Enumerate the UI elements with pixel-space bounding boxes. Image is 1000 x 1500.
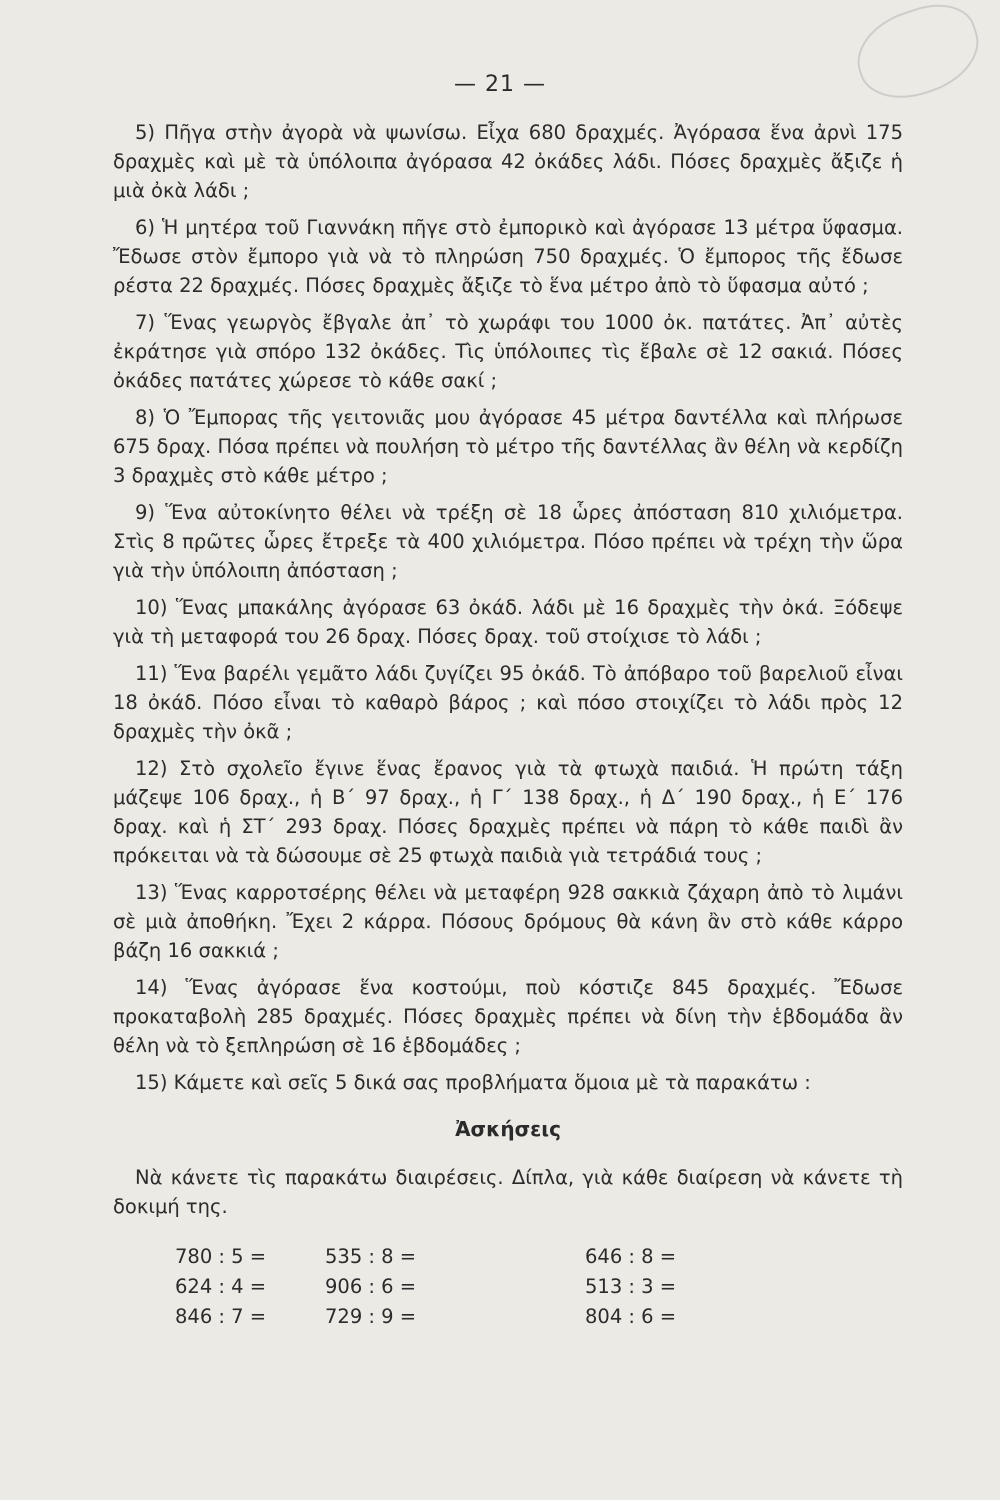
- exercises-instruction: Νὰ κάνετε τὶς παρακάτω διαιρέσεις. Δίπλα, γιὰ κάθε διαίρεση νὰ κάνετε τὴ δοκιμή της.: [113, 1166, 903, 1218]
- problem-11: 11) Ἕνα βαρέλι γεμᾶτο λάδι ζυγίζει 95 ὀκάδ. Τὸ ἀπόβαρο τοῦ βαρελιοῦ εἶναι 18 ὀκάδ. Πόσο εἶναι τὸ καθαρὸ βάρος ; καὶ πόσο στοιχίζει τὸ λάδι πρὸς 12 δραχμὲς τὴν ὀκᾶ ;: [113, 662, 903, 743]
- division-item: 780 : 5 =: [175, 1245, 267, 1268]
- problem-8: 8) Ὁ Ἔμπορας τῆς γειτονιᾶς μου ἀγόρασε 45 μέτρα δαντέλλα καὶ πλήρωσε 675 δραχ. Πόσα πρέπει νὰ πουλήση τὸ μέτρο τῆς δαντέλλας ἂν θέλη νὰ κερδίζη 3 δραχμὲς στὸ κάθε μέτρο ;: [113, 406, 903, 487]
- division-item: 535 : 8 =: [325, 1245, 417, 1268]
- problem-14: 14) Ἕνας ἀγόρασε ἕνα κοστούμι, ποὺ κόστιζε 845 δραχμές. Ἔδωσε προκαταβολὴ 285 δραχμές. Πόσες δραχμὲς πρέπει νὰ δίνη τὴν ἑβδομάδα ἂν θέλη νὰ τὸ ξεπληρώση σὲ 16 ἑβδομάδες ;: [113, 976, 903, 1057]
- problem-6: 6) Ἡ μητέρα τοῦ Γιαννάκη πῆγε στὸ ἐμπορικὸ καὶ ἀγόρασε 13 μέτρα ὕφασμα. Ἔδωσε στὸν ἔμπορο γιὰ νὰ τὸ πληρώση 750 δραχμές. Ὁ ἔμπορος τῆς ἔδωσε ρέστα 22 δραχμές. Πόσες δραχμὲς ἄξιζε τὸ ἕνα μέτρο ἀπὸ τὸ ὕφασμα αὐτό ;: [113, 216, 903, 297]
- division-item: 846 : 7 =: [175, 1305, 267, 1328]
- page-content: [113, 118, 903, 1331]
- problem-15: 15) Κάμετε καὶ σεῖς 5 δικά σας προβλήματα ὅμοια μὲ τὰ παρακάτω :: [135, 1071, 811, 1094]
- problem-13: 13) Ἕνας καρροτσέρης θέλει νὰ μεταφέρη 928 σακκιὰ ζάχαρη ἀπὸ τὸ λιμάνι σὲ μιὰ ἀποθήκη. Ἔχει 2 κάρρα. Πόσους δρόμους θὰ κάνη ἂν στὸ κάθε κάρρο βάζη 16 σακκιά ;: [113, 881, 903, 962]
- division-exercises-grid: [113, 1243, 903, 1331]
- division-item: 624 : 4 =: [175, 1275, 267, 1298]
- problem-5: 5) Πῆγα στὴν ἀγορὰ νὰ ψωνίσω. Εἶχα 680 δραχμές. Ἀγόρασα ἕνα ἀρνὶ 175 δραχμὲς καὶ μὲ τὰ ὑπόλοιπα ἀγόρασα 42 ὀκάδες λάδι. Πόσες δραχμὲς ἄξιζε ἡ μιὰ ὀκὰ λάδι ;: [113, 121, 903, 202]
- division-item: 729 : 9 =: [325, 1305, 417, 1328]
- page-number: — 21 —: [454, 72, 546, 97]
- exercises-heading: Ἀσκήσεις: [455, 1117, 561, 1141]
- problem-12: 12) Στὸ σχολεῖο ἔγινε ἕνας ἔρανος γιὰ τὰ φτωχὰ παιδιά. Ἡ πρώτη τάξη μάζεψε 106 δραχ., ἡ Β΄ 97 δραχ., ἡ Γ΄ 138 δραχ., ἡ Δ΄ 190 δραχ., ἡ Ε΄ 176 δραχ. καὶ ἡ ΣΤ΄ 293 δραχ. Πόσες δραχμὲς πρέπει νὰ πάρη τὸ κάθε παιδὶ ἂν πρόκειται νὰ τὰ δώσουμε σὲ 25 φτωχὰ παιδιὰ γιὰ τετράδιά τους ;: [113, 757, 903, 867]
- problem-7: 7) Ἕνας γεωργὸς ἔβγαλε ἀπ᾽ τὸ χωράφι του 1000 ὀκ. πατάτες. Ἀπ᾽ αὐτὲς ἐκράτησε γιὰ σπόρο 132 ὀκάδες. Τὶς ὑπόλοιπες τὶς ἔβαλε σὲ 12 σακιά. Πόσες ὀκάδες πατάτες χώρεσε τὸ κάθε σακί ;: [113, 311, 903, 392]
- division-item: 804 : 6 =: [585, 1305, 677, 1328]
- division-item: 906 : 6 =: [325, 1275, 417, 1298]
- division-item: 646 : 8 =: [585, 1245, 677, 1268]
- problem-10: 10) Ἕνας μπακάλης ἀγόρασε 63 ὀκάδ. λάδι μὲ 16 δραχμὲς τὴν ὀκά. Ξόδεψε γιὰ τὴ μεταφορά του 26 δραχ. Πόσες δραχ. τοῦ στοίχισε τὸ λάδι ;: [113, 596, 903, 648]
- problem-9: 9) Ἕνα αὐτοκίνητο θέλει νὰ τρέξη σὲ 18 ὧρες ἀπόσταση 810 χιλιόμετρα. Στὶς 8 πρῶτες ὧρες ἔτρεξε τὰ 400 χιλιόμετρα. Πόσο πρέπει νὰ τρέχη τὴν ὥρα γιὰ τὴν ὑπόλοιπη ἀπόσταση ;: [113, 501, 903, 582]
- division-item: 513 : 3 =: [585, 1275, 677, 1298]
